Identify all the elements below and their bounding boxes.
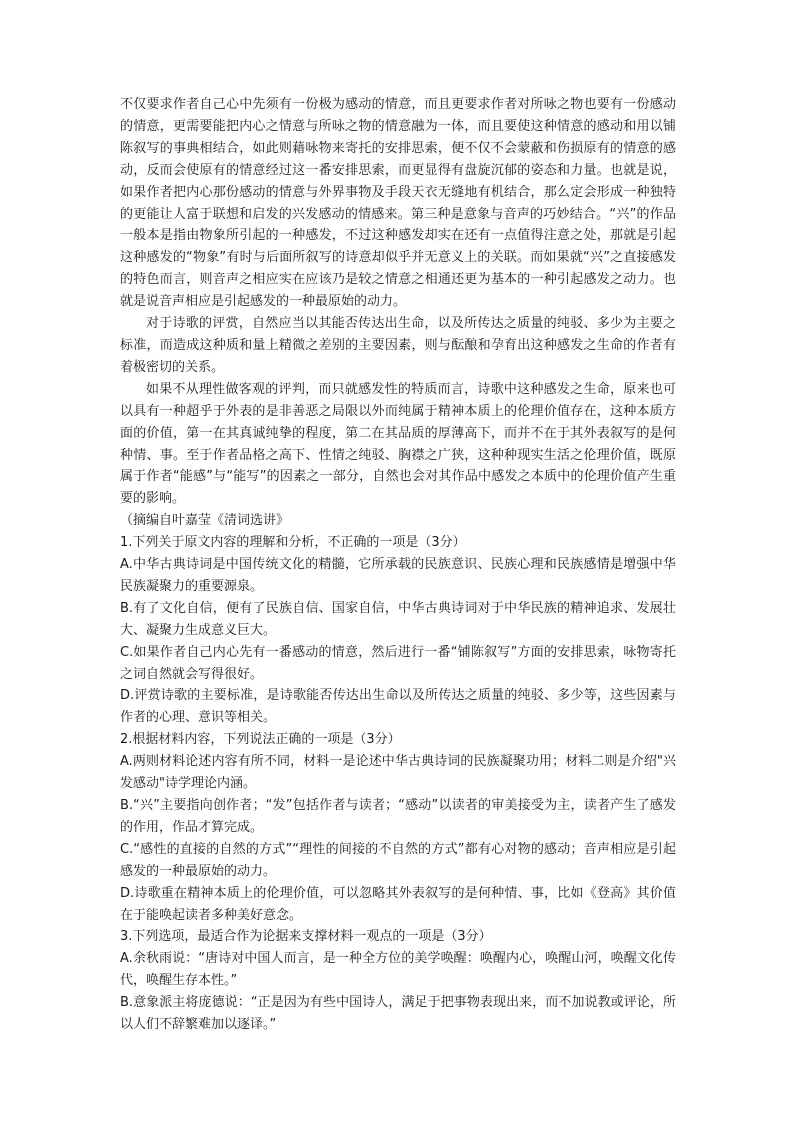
question-1-stem: 1.下列关于原文内容的理解和分析，不正确的一项是（3分） bbox=[120, 535, 466, 551]
passage-source: （摘编自叶嘉莹《清词选讲》 bbox=[120, 513, 290, 529]
question-1-option-b: B.有了文化自信，便有了民族自信、国家自信，中华古典诗词对于中华民族的精神追求、发展壮大、凝聚力生成意义巨大。 bbox=[120, 600, 676, 638]
question-3-option-a: A.余秋雨说：“唐诗对中国人而言，是一种全方位的美学唤醒：唤醒内心，唤醒山河，唤醒文化传代，唤醒生存本性。” bbox=[120, 951, 676, 989]
question-3-option-b: B.意象派主将庞德说：“正是因为有些中国诗人，满足于把事物表现出来，而不加说教或评论，所以人们不辞繁难加以逐译。” bbox=[120, 995, 676, 1033]
document-page bbox=[120, 94, 676, 1036]
question-1-option-c: C.如果作者自己内心先有一番感动的情意，然后进行一番“铺陈叙写”方面的安排思索，咏物寄托之词自然就会写得很好。 bbox=[120, 644, 676, 682]
question-1-option-d: D.评赏诗歌的主要标准，是诗歌能否传达出生命以及所传达之质量的纯驳、多少等，这些因素与作者的心理、意识等相关。 bbox=[120, 688, 676, 726]
passage-paragraph-2: 对于诗歌的评赏，自然应当以其能否传达出生命，以及所传达之质量的纯驳、多少为主要之标准，而造成这种质和量上精微之差别的主要因素，则与酝酿和孕育出这种感发之生命的作者有着极密切的关系。 bbox=[120, 316, 676, 375]
question-3-stem: 3.下列选项，最适合作为论据来支撑材料一观点的一项是（3分） bbox=[120, 929, 492, 945]
question-1-option-a: A.中华古典诗词是中国传统文化的精髓，它所承载的民族意识、民族心理和民族感情是增强中华民族凝聚力的重要源泉。 bbox=[120, 557, 676, 594]
question-2-option-a: A.两则材料论述内容有所不同，材料一是论述中华古典诗词的民族凝聚功用；材料二则是介绍"兴发感动"诗学理论内涵。 bbox=[120, 754, 676, 792]
question-2-option-c: C.“感性的直接的自然的方式”“理性的间接的不自然的方式”都有心对物的感动；音声相应是引起感发的一种最原始的动力。 bbox=[120, 841, 676, 879]
question-2-option-d: D.诗歌重在精神本质上的伦理价值，可以忽略其外表叙写的是何种情、事，比如《登高》其价值在于能唤起读者多种美好意念。 bbox=[120, 885, 676, 923]
question-2-option-b: B.“兴”主要指向创作者；“发”包括作者与读者；“感动”以读者的审美接受为主，读者产生了感发的作用，作品才算完成。 bbox=[120, 798, 676, 835]
passage-paragraph-3: 如果不从理性做客观的评判，而只就感发性的特质而言，诗歌中这种感发之生命，原来也可以具有一种超乎于外表的是非善恶之局限以外而纯属于精神本质上的伦理价值存在，这种本质方面的价值，第一在其真诚纯挚的程度，第二在其品质的厚薄高下，而并不在于其外表叙写的是何种情、事。至于作者品格之高下、性情之纯驳、胸襟之广狭，这种种现实生活之伦理价值，既原属于作者“能感”与“能写”的因素之一部分，自然也会对其作品中感发之本质中的伦理价值产生重要的影响。 bbox=[120, 381, 676, 507]
question-2-stem: 2.根据材料内容，下列说法正确的一项是（3分） bbox=[120, 732, 401, 748]
passage-paragraph-1: 不仅要求作者自己心中先须有一份极为感动的情意，而且更要求作者对所咏之物也要有一份感动的情意，更需要能把内心之情意与所咏之物的情意融为一体，而且要使这种情意的感动和用以铺陈叙写的事典相结合，如此则藉咏物来寄托的安排思索，便不仅不会蒙蔽和伤损原有的情意的感动，反而会使原有的情意经过这一番安排思索，而更显得有盘旋沉郁的姿态和力量。也就是说，如果作者把内心那份感动的情意与外界事物及手段天衣无缝地有机结合，那么定会形成一种独特的更能让人富于联想和启发的兴发感动的情感来。第三种是意象与音声的巧妙结合。“兴”的作品一般本是指由物象所引起的一种感发，不过这种感发却实在还有一点值得注意之处，那就是引起这种感发的“物象”有时与后面所叙写的诗意却似乎并无意义上的关联。而如果就“兴”之直接感发的特色而言，则音声之相应实在应该乃是较之情意之相通还更为基本的一种引起感发之动力。也就是说音声相应是引起感发的一种最原始的动力。 bbox=[120, 97, 676, 310]
